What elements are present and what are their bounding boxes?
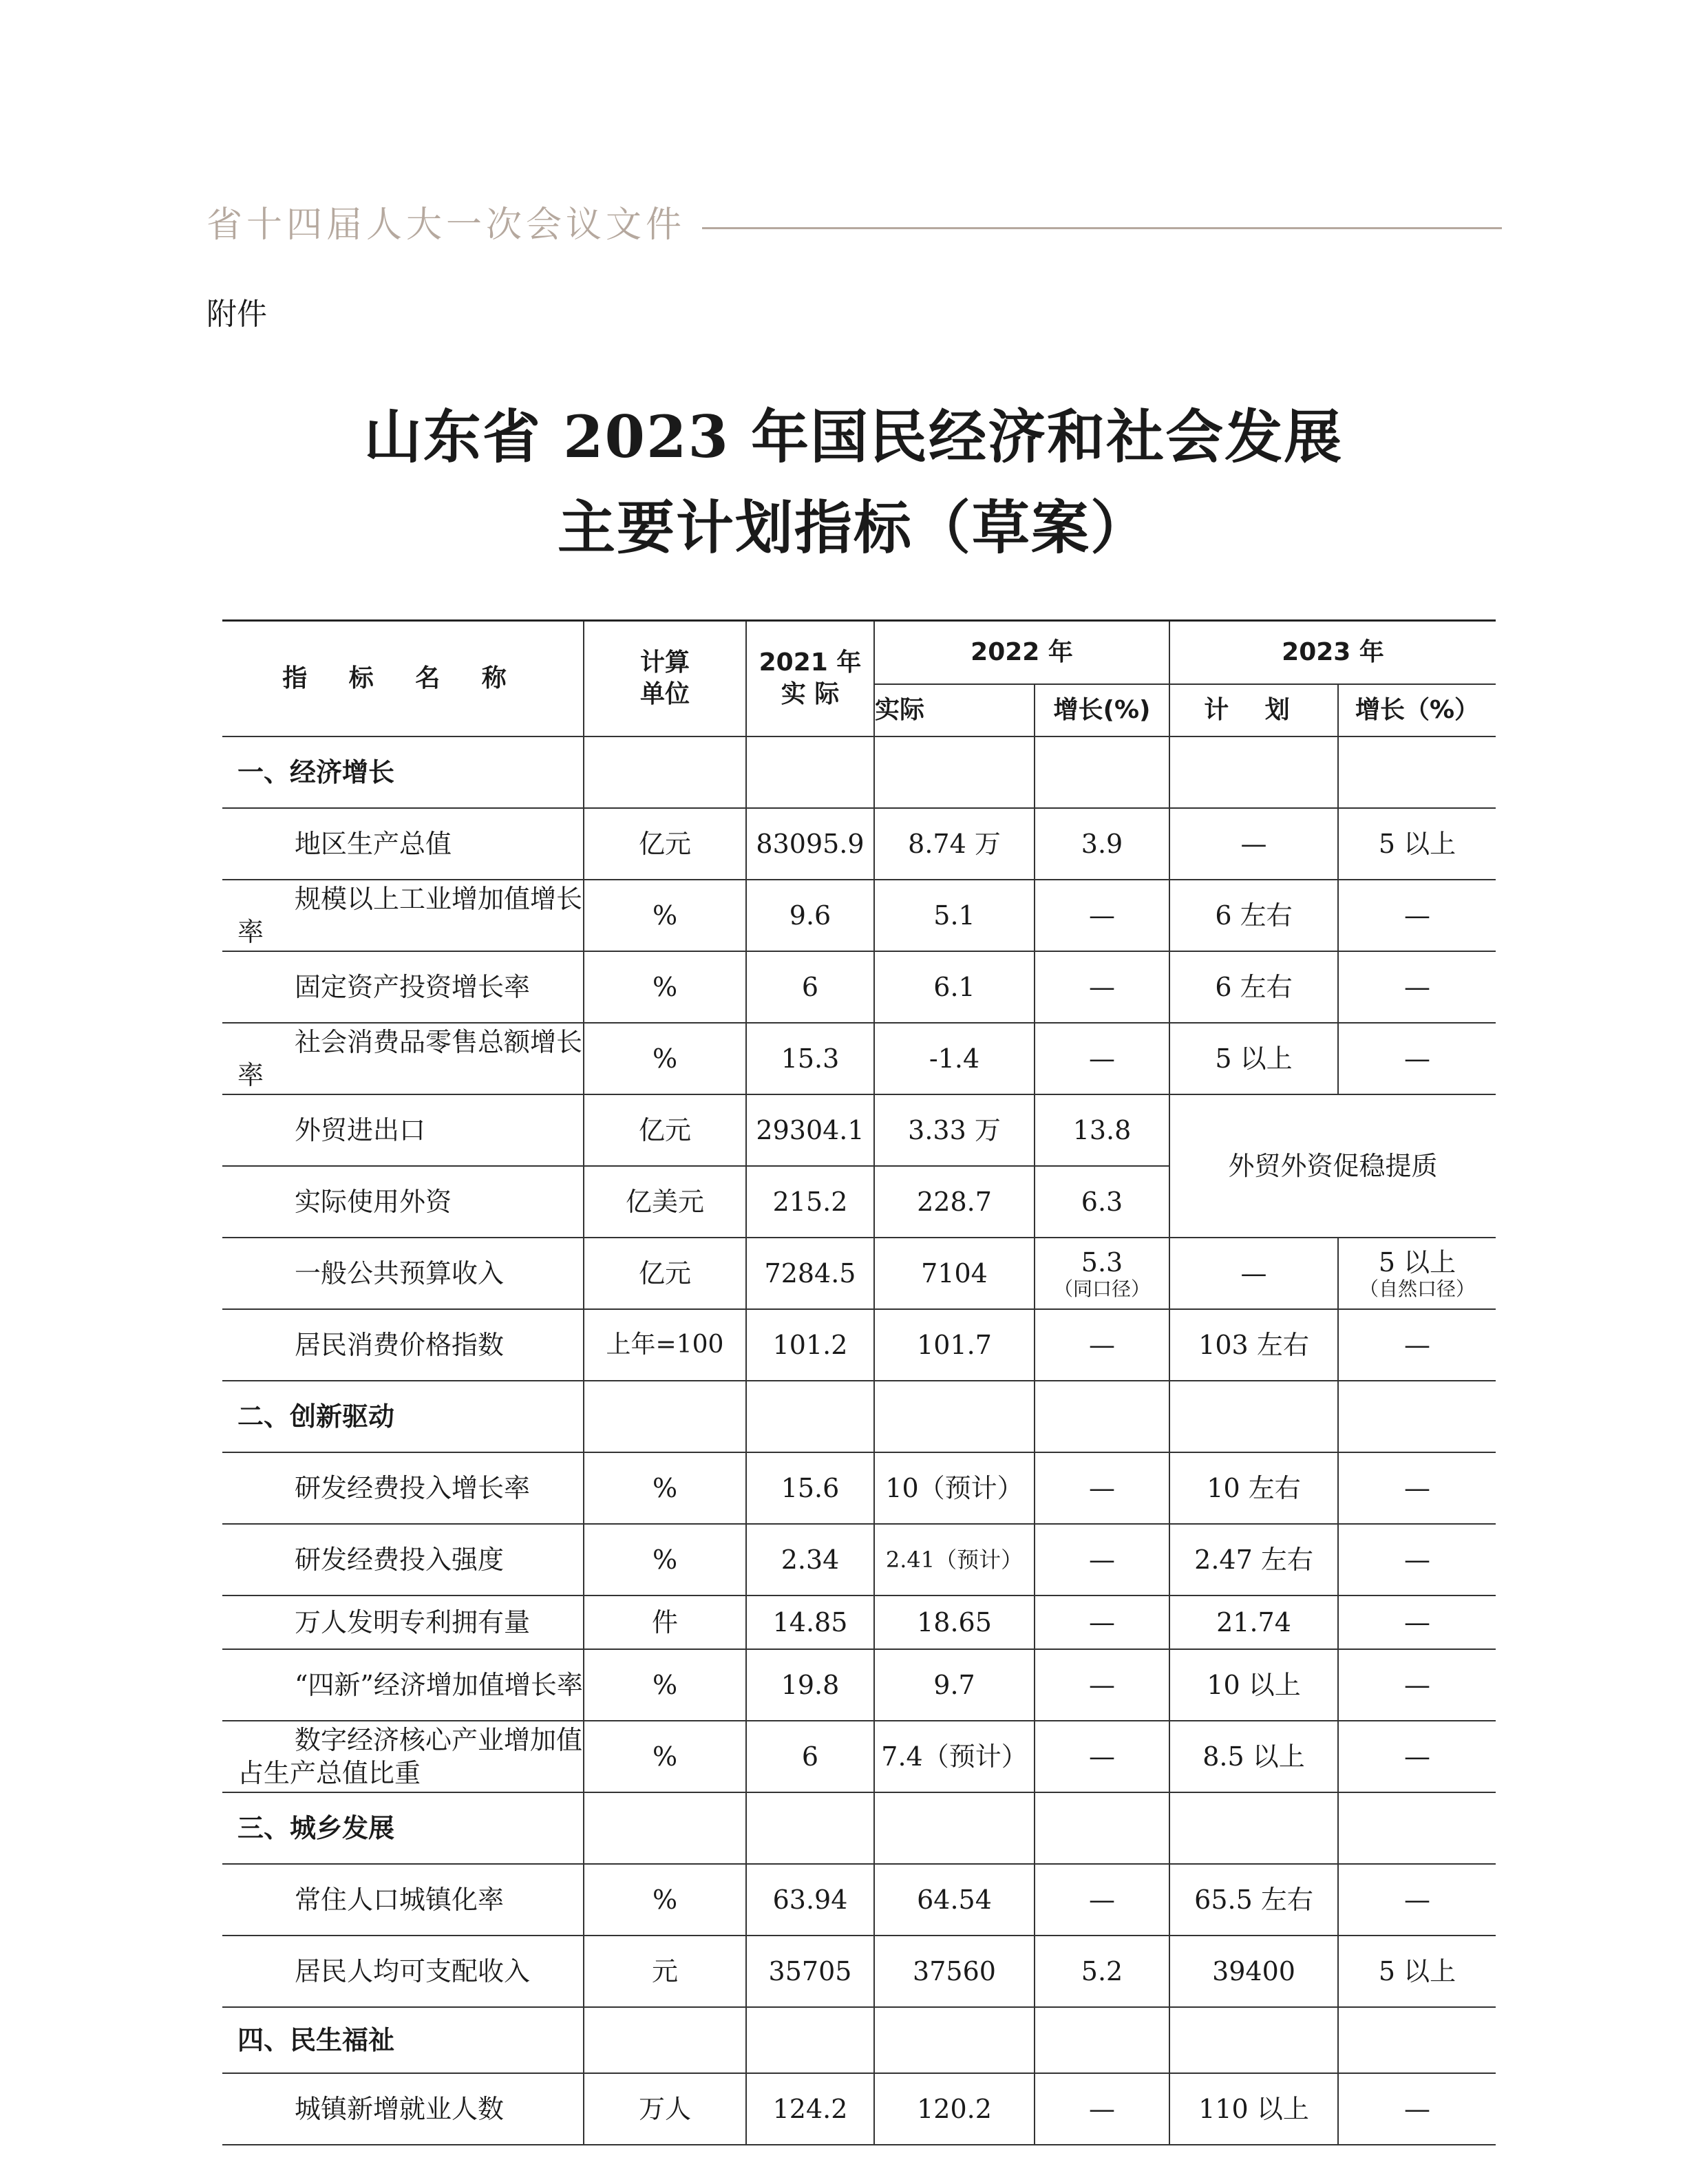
growth-value: 5.3 [1081,1247,1123,1277]
growth-2023-cell: — [1338,1023,1496,1094]
header-indicator-name: 指 标 名 称 [222,621,584,736]
table-row [222,951,1496,1023]
unit-cell: % [584,1721,746,1792]
unit-cell: 亿元 [584,808,746,880]
section-row [222,1381,1496,1452]
indicator-table [222,619,1496,2145]
plan-2023-cell: 65.5 左右 [1169,1864,1338,1936]
growth-2022-cell: — [1035,1721,1169,1792]
growth-2022-cell: — [1035,2073,1169,2145]
page-title-line1: 山东省 2023 年国民经济和社会发展 [363,403,1344,471]
plan-2023-cell: 5 以上 [1169,1023,1338,1094]
unit-cell: % [584,1864,746,1936]
actual-2021-cell: 19.8 [746,1649,874,1721]
actual-2022-cell: 5.1 [874,880,1035,951]
header-2022: 2022 年 [874,621,1169,684]
unit-cell: % [584,1452,746,1524]
header-2022-growth: 增长(%) [1035,684,1169,736]
section-title: 一、经济增长 [222,736,584,808]
plan-2023-cell: 6 左右 [1169,880,1338,951]
table-row [222,1864,1496,1936]
growth-2023-cell: — [1338,1721,1496,1792]
unit-cell: 元 [584,1936,746,2007]
actual-2022-cell: 8.74 万 [874,808,1035,880]
actual-2022-cell: 10（预计） [874,1452,1035,1524]
plan-2023-cell: 10 以上 [1169,1649,1338,1721]
growth-2022-cell: — [1035,1524,1169,1595]
table-row [222,2073,1496,2145]
table-row [222,1094,1496,1166]
actual-2022-cell: 101.7 [874,1309,1035,1381]
growth-2022-cell: 6.3 [1035,1166,1169,1238]
actual-2021-cell: 124.2 [746,2073,874,2145]
table-row [222,1936,1496,2007]
indicator-name: 研发经费投入增长率 [222,1452,584,1524]
indicator-name: 固定资产投资增长率 [222,951,584,1023]
growth-2022-cell: — [1035,951,1169,1023]
actual-2021-cell: 215.2 [746,1166,874,1238]
plan-2023-cell: 103 左右 [1169,1309,1338,1381]
actual-2022-cell: 7104 [874,1238,1035,1309]
header-rule [702,227,1502,229]
table-row [222,1452,1496,1524]
indicator-name: 地区生产总值 [222,808,584,880]
actual-2021-cell: 6 [746,951,874,1023]
section-title: 二、创新驱动 [222,1381,584,1452]
unit-cell: % [584,1023,746,1094]
growth-2023-cell: — [1338,1309,1496,1381]
table-row [222,1649,1496,1721]
plan-2023-cell: 2.47 左右 [1169,1524,1338,1595]
annex-label: 附件 [206,297,267,332]
plan-2023-cell: 8.5 以上 [1169,1721,1338,1792]
actual-2021-cell: 101.2 [746,1309,874,1381]
growth-2023-cell [1338,1238,1496,1309]
growth-2022-cell: 13.8 [1035,1094,1169,1166]
growth-note: （自然口径） [1359,1277,1476,1300]
section-title: 三、城乡发展 [222,1792,584,1864]
table-row [222,1595,1496,1649]
unit-cell: % [584,951,746,1023]
growth-2023-cell: — [1338,1524,1496,1595]
plan-2023-cell: 21.74 [1169,1595,1338,1649]
unit-cell: 亿元 [584,1238,746,1309]
unit-cell: % [584,1649,746,1721]
actual-2022-cell: 3.33 万 [874,1094,1035,1166]
indicator-name: 万人发明专利拥有量 [222,1595,584,1649]
actual-2022-cell: 6.1 [874,951,1035,1023]
indicator-name: 常住人口城镇化率 [222,1864,584,1936]
actual-2022-cell: -1.4 [874,1023,1035,1094]
plan-2023-cell: — [1169,808,1338,880]
indicator-name: “四新”经济增加值增长率 [222,1649,584,1721]
growth-2022-cell: — [1035,880,1169,951]
plan-2023-cell: 39400 [1169,1936,1338,2007]
actual-2021-cell: 35705 [746,1936,874,2007]
growth-2023-cell: 5 以上 [1338,1936,1496,2007]
table-row [222,880,1496,951]
indicator-name: 一般公共预算收入 [222,1238,584,1309]
indicator-name: 社会消费品零售总额增长率 [222,1023,584,1094]
growth-value: 5 以上 [1378,1247,1456,1277]
actual-2021-cell: 6 [746,1721,874,1792]
actual-2022-cell: 2.41（预计） [874,1524,1035,1595]
unit-cell: 件 [584,1595,746,1649]
growth-2022-cell: — [1035,1864,1169,1936]
header-2023: 2023 年 [1169,621,1496,684]
table-row [222,1721,1496,1792]
header-2021-actual: 2021 年 实 际 [746,621,874,736]
growth-2023-cell: — [1338,880,1496,951]
growth-2023-cell: — [1338,951,1496,1023]
growth-2022-cell: — [1035,1309,1169,1381]
header-2023-plan: 计 划 [1169,684,1338,736]
indicator-name: 规模以上工业增加值增长率 [222,880,584,951]
unit-cell: 亿元 [584,1094,746,1166]
growth-2022-cell [1035,1238,1169,1309]
header-unit: 计算 单位 [584,621,746,736]
actual-2022-cell: 9.7 [874,1649,1035,1721]
plan-2023-cell: 6 左右 [1169,951,1338,1023]
actual-2021-cell: 83095.9 [746,808,874,880]
header-text: 省十四届人大一次会议文件 [206,204,686,246]
section-row [222,1792,1496,1864]
growth-2022-cell: 5.2 [1035,1936,1169,2007]
actual-2022-cell: 120.2 [874,2073,1035,2145]
plan-2023-cell: 110 以上 [1169,2073,1338,2145]
actual-2021-cell: 14.85 [746,1595,874,1649]
section-row [222,2007,1496,2073]
indicator-name: 外贸进出口 [222,1094,584,1166]
indicator-name: 研发经费投入强度 [222,1524,584,1595]
growth-2022-cell: 3.9 [1035,808,1169,880]
actual-2022-cell: 37560 [874,1936,1035,2007]
unit-cell: % [584,1524,746,1595]
unit-cell: % [584,880,746,951]
actual-2021-cell: 9.6 [746,880,874,951]
actual-2021-cell: 63.94 [746,1864,874,1936]
table-row [222,1238,1496,1309]
section-title: 四、民生福祉 [222,2007,584,2073]
actual-2022-cell: 7.4（预计） [874,1721,1035,1792]
actual-2021-cell: 15.6 [746,1452,874,1524]
unit-cell: 上年=100 [584,1309,746,1381]
indicator-name: 居民人均可支配收入 [222,1936,584,2007]
growth-2023-cell: — [1338,1649,1496,1721]
table-row [222,808,1496,880]
page-title-line2: 主要计划指标（草案） [557,494,1149,562]
growth-2022-cell: — [1035,1023,1169,1094]
plan-2023-cell: 10 左右 [1169,1452,1338,1524]
header-2023-growth: 增长（%） [1338,684,1496,736]
section-row [222,736,1496,808]
growth-2023-cell: 5 以上 [1338,808,1496,880]
indicator-name: 居民消费价格指数 [222,1309,584,1381]
table-row [222,1023,1496,1094]
table-row [222,1309,1496,1381]
growth-note: （同口径） [1054,1277,1151,1300]
unit-cell: 万人 [584,2073,746,2145]
growth-2023-cell: — [1338,1595,1496,1649]
plan-2023-cell: — [1169,1238,1338,1309]
actual-2022-cell: 228.7 [874,1166,1035,1238]
actual-2022-cell: 18.65 [874,1595,1035,1649]
actual-2022-cell: 64.54 [874,1864,1035,1936]
growth-2023-cell: — [1338,1864,1496,1936]
indicator-name: 城镇新增就业人数 [222,2073,584,2145]
header-2022-actual: 实际 [874,684,1035,736]
growth-2022-cell: — [1035,1452,1169,1524]
growth-2022-cell: — [1035,1649,1169,1721]
growth-2023-cell: — [1338,1452,1496,1524]
indicator-name: 数字经济核心产业增加值占生产总值比重 [222,1721,584,1792]
actual-2021-cell: 15.3 [746,1023,874,1094]
actual-2021-cell: 2.34 [746,1524,874,1595]
growth-2023-cell: — [1338,2073,1496,2145]
actual-2021-cell: 29304.1 [746,1094,874,1166]
indicator-name: 实际使用外资 [222,1166,584,1238]
document-header [206,201,1502,249]
growth-2022-cell: — [1035,1595,1169,1649]
unit-cell: 亿美元 [584,1166,746,1238]
trade-merged-cell: 外贸外资促稳提质 [1169,1094,1496,1238]
table-row [222,1524,1496,1595]
actual-2021-cell: 7284.5 [746,1238,874,1309]
